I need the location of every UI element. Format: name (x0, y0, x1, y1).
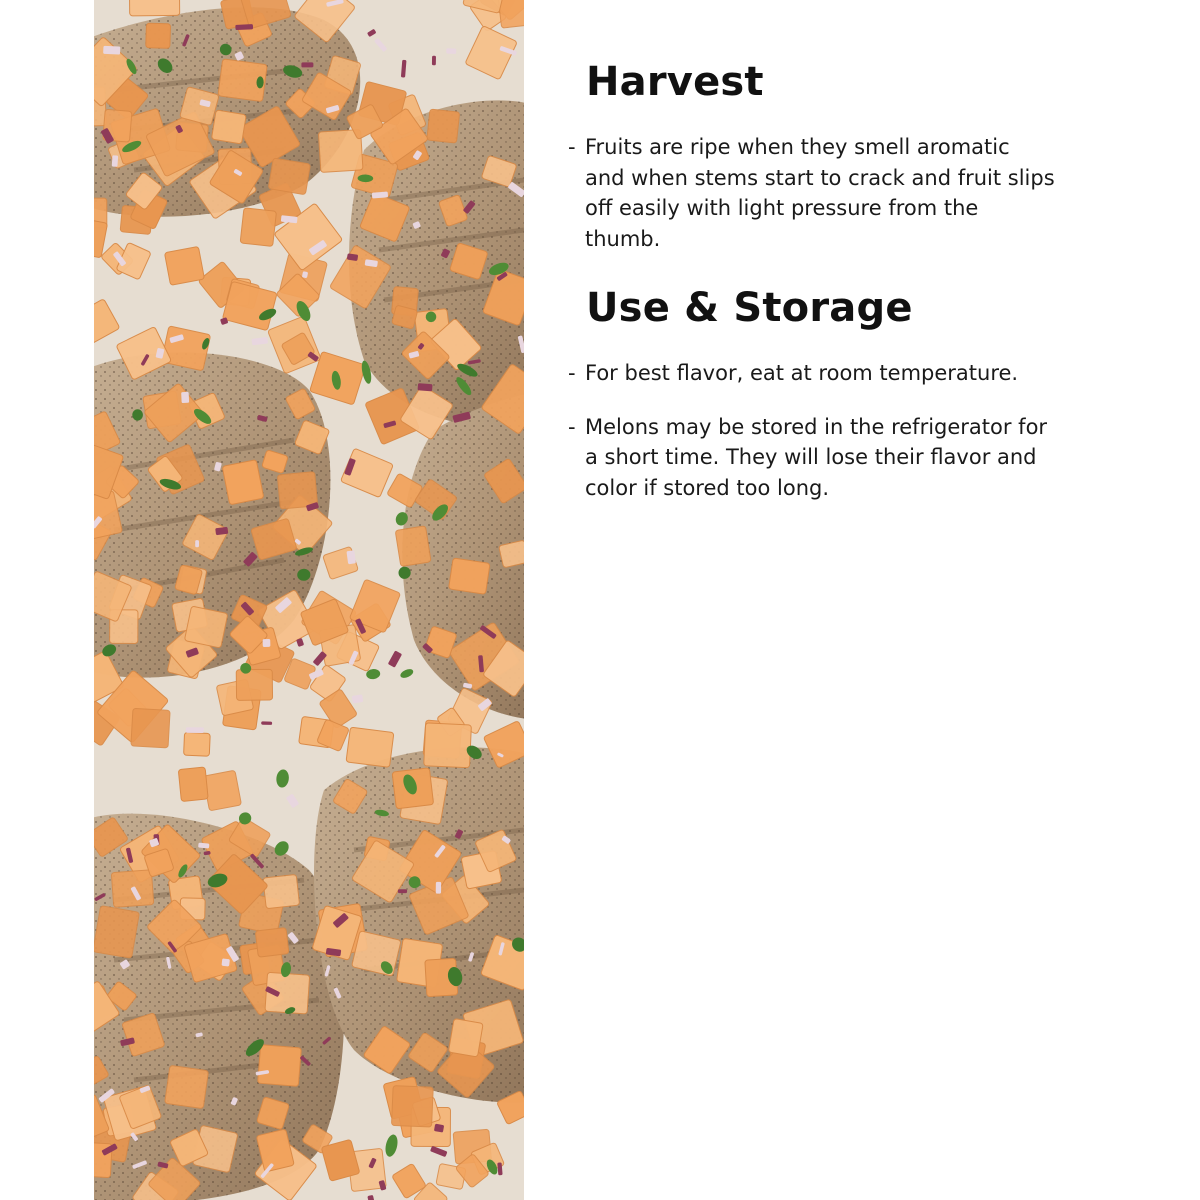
info-panel (568, 56, 1168, 503)
use-storage-bullet-text: For best flavor, eat at room temperature. (585, 361, 1019, 385)
use-storage-heading: Use & Storage (586, 285, 913, 331)
onion-piece (263, 639, 271, 647)
use-storage-list (568, 358, 1168, 503)
melon-cube (258, 1045, 302, 1087)
melon-cube (391, 1086, 433, 1127)
melon-cube (203, 770, 242, 811)
melon-cube (131, 708, 170, 748)
melon-cube (424, 723, 472, 768)
onion-piece (418, 383, 433, 391)
use-storage-bullet (568, 358, 1055, 389)
onion-piece (181, 392, 189, 403)
melon-cube (395, 526, 431, 567)
melon-cube (165, 1065, 209, 1108)
use-storage-bullet-text: Melons may be stored in the refrigerator for a short time. They will lose their flavor and color if stored too long. (585, 414, 1048, 500)
onion-piece (436, 882, 441, 894)
use-storage-bullet (568, 412, 1055, 504)
melon-cube (146, 23, 171, 48)
onion-piece (352, 694, 364, 703)
onion-piece (446, 48, 456, 54)
onion-piece (186, 727, 204, 733)
melon-cube (184, 606, 228, 648)
onion-piece (432, 56, 436, 66)
harvest-list (568, 132, 1168, 254)
pork-chops-with-melon-salsa-photo (94, 0, 524, 1200)
onion-piece (398, 889, 407, 893)
onion-piece (261, 721, 272, 725)
melon-cube (184, 732, 211, 756)
melon-cube (268, 158, 310, 195)
melon-cube (164, 246, 204, 285)
melon-cube (178, 767, 208, 801)
melon-cube (427, 109, 460, 143)
melon-cube (240, 208, 276, 247)
harvest-bullet-text: Fruits are ripe when they smell aromatic and when stems start to crack and fruit slips off easily with light pressure from the thumb. (585, 135, 1055, 251)
melon-cube (211, 110, 246, 144)
melon-cube (277, 472, 317, 509)
onion-piece (103, 46, 120, 55)
bullet-dash: - (568, 361, 576, 385)
food-photo (94, 0, 524, 1200)
melon-cube (255, 928, 289, 958)
onion-piece (372, 192, 388, 199)
bullet-dash: - (568, 135, 576, 159)
melon-cube (222, 460, 264, 505)
melon-cube (236, 669, 272, 700)
melon-cube (263, 874, 300, 908)
onion-piece (195, 540, 199, 547)
onion-piece (235, 24, 253, 30)
harvest-bullet (568, 132, 1055, 254)
onion-piece (112, 155, 118, 167)
melon-cube (449, 558, 491, 594)
onion-piece (222, 958, 230, 966)
melon-cube (346, 727, 394, 767)
cilantro-leaf (132, 409, 143, 420)
melon-cube (448, 1019, 483, 1057)
bullet-dash: - (568, 414, 576, 439)
harvest-heading: Harvest (586, 59, 764, 105)
onion-piece (301, 62, 313, 67)
melon-cube (94, 906, 139, 959)
melon-cube (498, 0, 524, 28)
melon-cube (129, 0, 179, 16)
